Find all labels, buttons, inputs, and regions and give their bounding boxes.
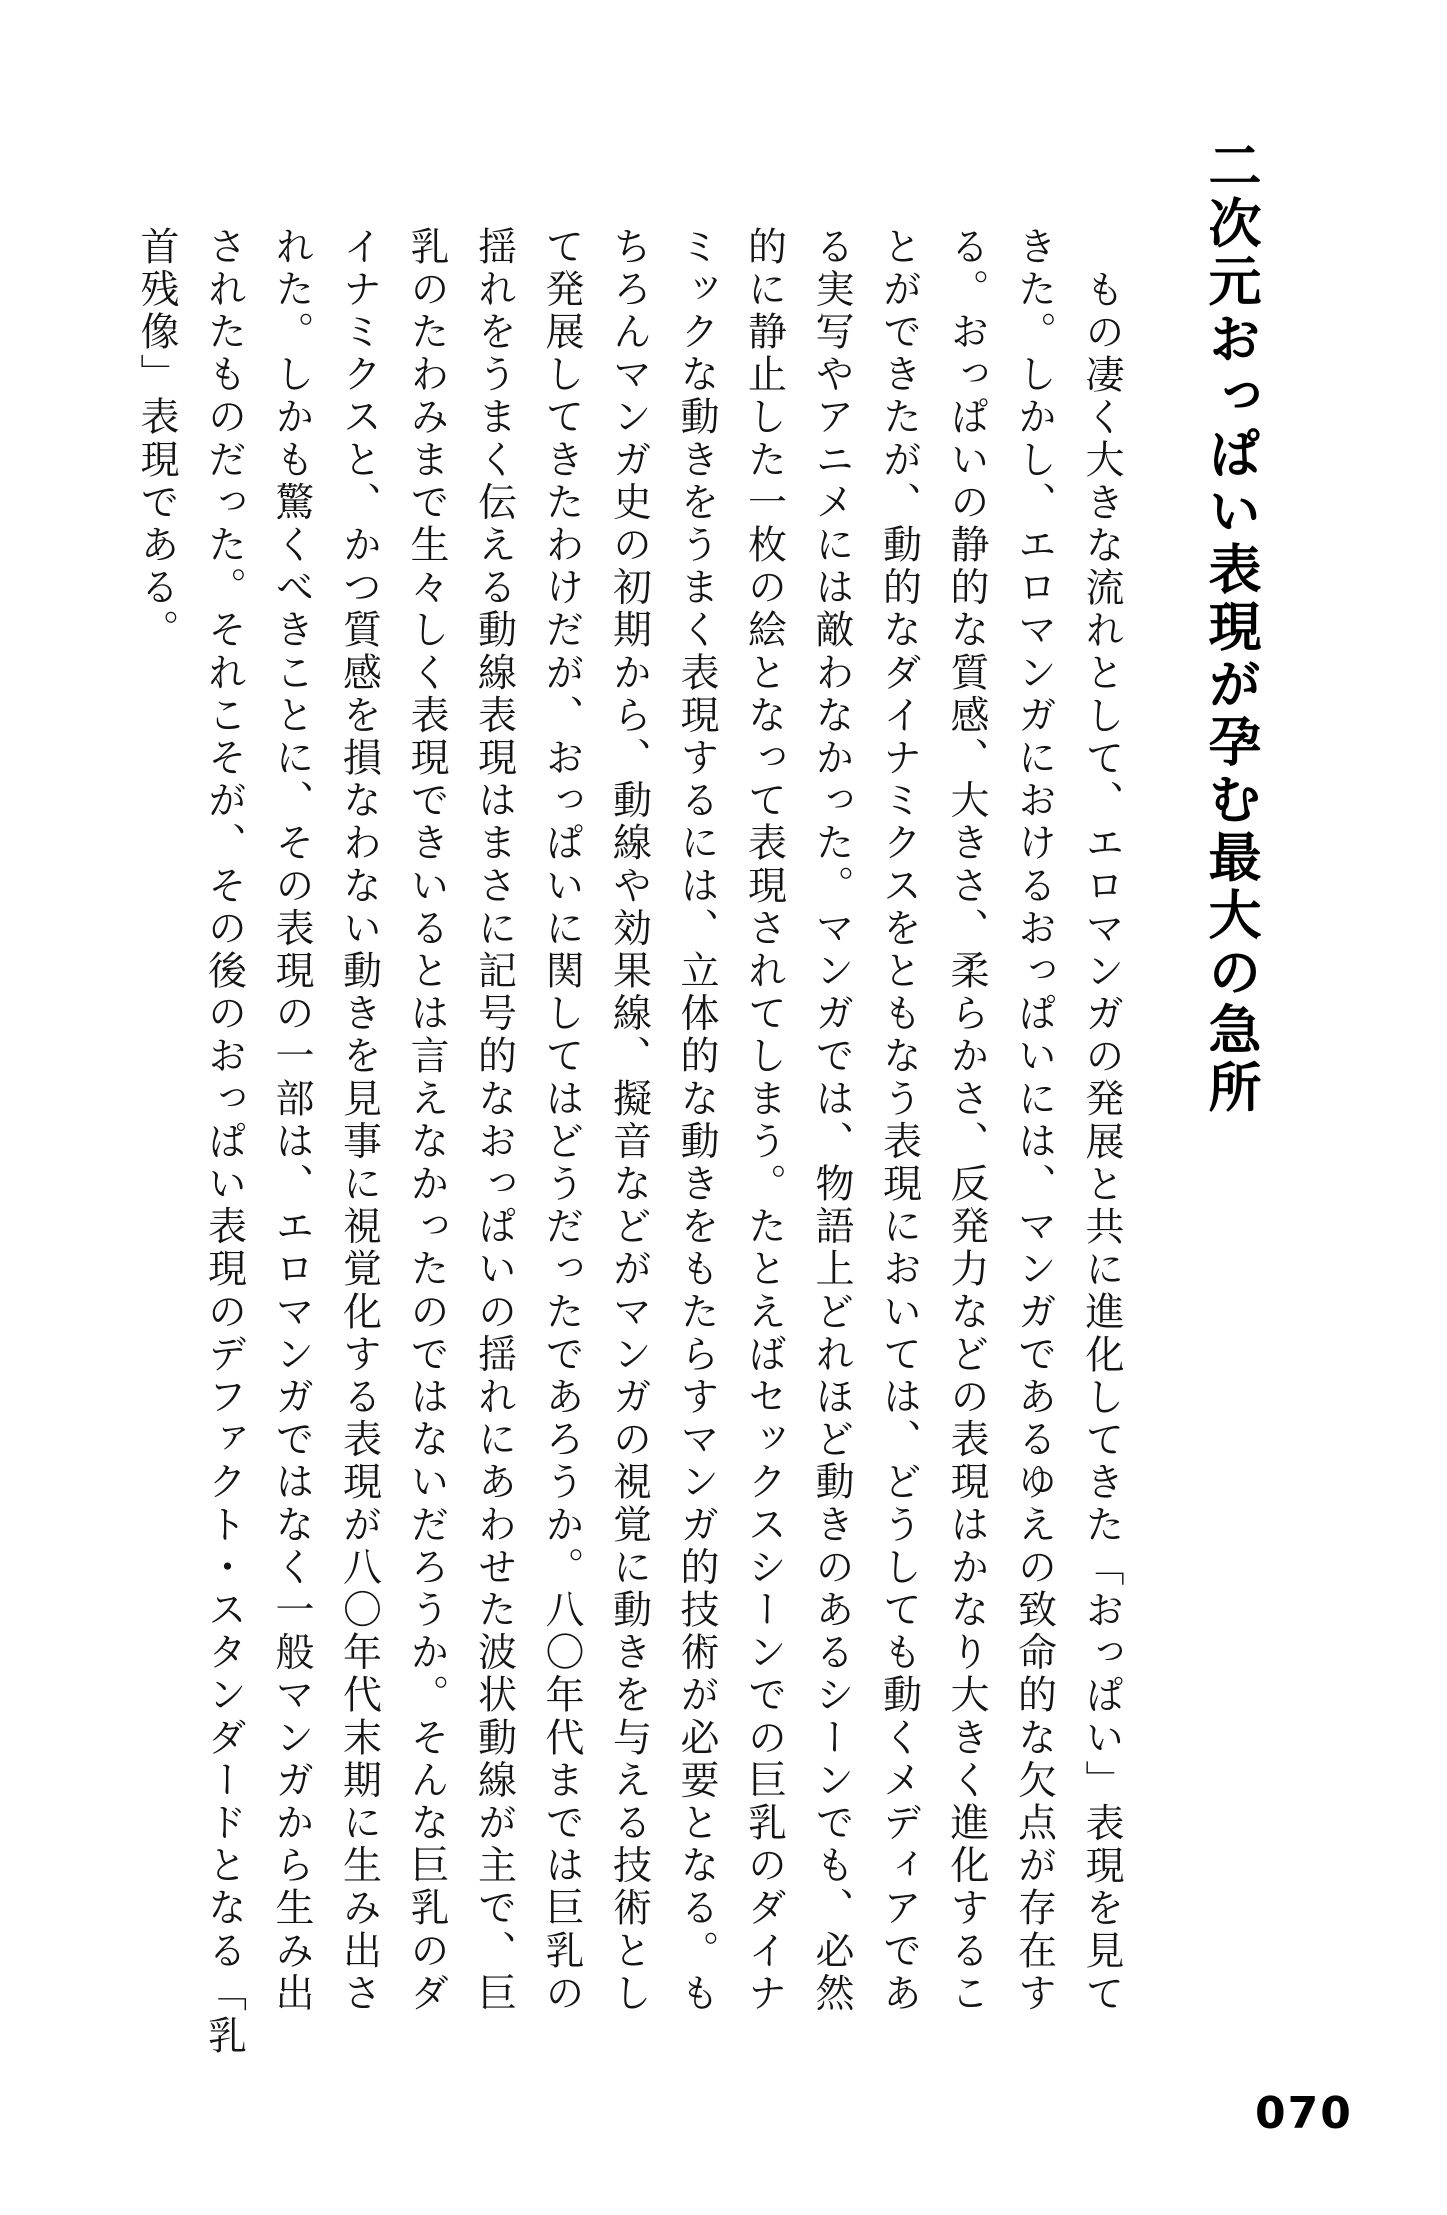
text-column: きた。しかし、エロマンガにおけるおっぱいには、マンガであるゆえの致命的な欠点が存在す bbox=[1011, 226, 1057, 2016]
text-column: もの凄く大きな流れとして、エロマンガの発展と共に進化してきた「おっぱい」表現を見て bbox=[1079, 269, 1124, 2016]
section-title: 二次元おっぱい表現が孕む最大の急所 bbox=[1200, 138, 1261, 1118]
text-column: イナミクスと、かつ質感を損なわない動きを見事に視覚化する表現が八〇年代末期に生み出さ bbox=[336, 226, 382, 2016]
text-column: 的に静止した一枚の絵となって表現されてしまう。たとえばセックスシーンでの巨乳のダイナ bbox=[741, 226, 787, 2016]
text-column: る。おっぱいの静的な質感、大きさ、柔らかさ、反発力などの表現はかなり大きく進化するこ bbox=[944, 226, 989, 2016]
body-text bbox=[123, 226, 1136, 2058]
text-column: る実写やアニメには敵わなかった。マンガでは、物語上どれほど動きのあるシーンでも、必然 bbox=[809, 226, 854, 2016]
page-number: 070 bbox=[1255, 2088, 1353, 2139]
text-column: れた。しかも驚くべきことに、その表現の一部は、エロマンガではなく一般マンガから生み出 bbox=[269, 226, 314, 2016]
text-column: されたものだった。それこそが、その後のおっぱい表現のデファクト・スタンダードとなる「乳 bbox=[201, 226, 247, 2058]
text-column: 首残像」表現である。 bbox=[134, 226, 179, 652]
text-column: とができたが、動的なダイナミクスをともなう表現においては、どうしても動くメディアであ bbox=[876, 226, 922, 2016]
text-column: 揺れをうまく伝える動線表現はまさに記号的なおっぱいの揺れにあわせた波状動線が主で、巨 bbox=[471, 226, 517, 2016]
text-column: ちろんマンガ史の初期から、動線や効果線、擬音などがマンガの視覚に動きを与える技術とし bbox=[606, 226, 652, 2016]
text-column: 乳のたわみまで生々しく表現できいるとは言えなかったのではないだろうか。そんな巨乳のダ bbox=[404, 226, 449, 2016]
text-column: ミックな動きをうまく表現するには、立体的な動きをもたらすマンガ的技術が必要となる。も bbox=[674, 226, 719, 2016]
text-column: て発展してきたわけだが、おっぱいに関してはどうだったであろうか。八〇年代までは巨乳の bbox=[539, 226, 584, 2016]
